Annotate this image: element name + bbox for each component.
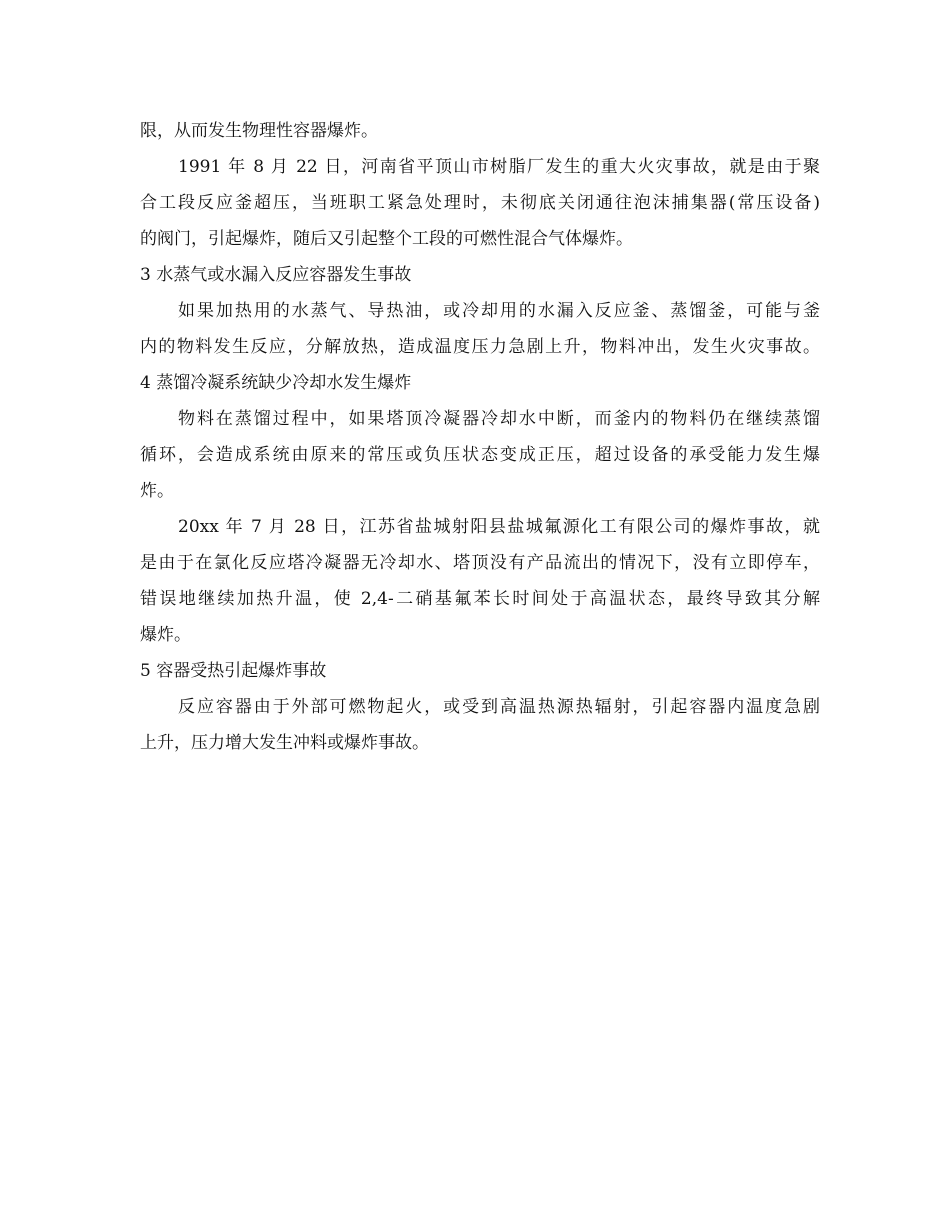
paragraph-line: 限，从而发生物理性容器爆炸。 [140, 121, 378, 141]
paragraph-line: 如果加热用的水蒸气、导热油，或冷却用的水漏入反应釜、蒸馏釜，可能与釜 [178, 301, 820, 321]
section-heading: 4 蒸馏冷凝系统缺少冷却水发生爆炸 [140, 373, 412, 393]
paragraph-line: 内的物料发生反应，分解放热，造成温度压力急剧上升，物料冲出，发生火灾事故。 [140, 337, 820, 357]
section-heading: 5 容器受热引起爆炸事故 [140, 661, 327, 681]
document-page [140, 113, 820, 761]
paragraph-line: 循环，会造成系统由原来的常压或负压状态变成正压，超过设备的承受能力发生爆 [140, 445, 820, 465]
paragraph-line: 错误地继续加热升温，使 2,4-二硝基氟苯长时间处于高温状态，最终导致其分解 [140, 589, 820, 609]
paragraph-line: 反应容器由于外部可燃物起火，或受到高温热源热辐射，引起容器内温度急剧 [178, 697, 820, 717]
paragraph-line: 是由于在氯化反应塔冷凝器无冷却水、塔顶没有产品流出的情况下，没有立即停车， [140, 553, 820, 573]
paragraph-line: 1991 年 8 月 22 日，河南省平顶山市树脂厂发生的重大火灾事故，就是由于聚 [178, 157, 820, 177]
paragraph-line: 上升，压力增大发生冲料或爆炸事故。 [140, 733, 429, 753]
paragraph-line: 20xx 年 7 月 28 日，江苏省盐城射阳县盐城氟源化工有限公司的爆炸事故，就 [178, 517, 820, 537]
paragraph-line: 合工段反应釜超压，当班职工紧急处理时，未彻底关闭通往泡沫捕集器(常压设备) [140, 193, 820, 213]
paragraph-line: 炸。 [140, 481, 174, 501]
paragraph-line: 爆炸。 [140, 625, 191, 645]
paragraph-line: 的阀门，引起爆炸，随后又引起整个工段的可燃性混合气体爆炸。 [140, 229, 633, 249]
section-heading: 3 水蒸气或水漏入反应容器发生事故 [140, 265, 412, 285]
paragraph-line: 物料在蒸馏过程中，如果塔顶冷凝器冷却水中断，而釜内的物料仍在继续蒸馏 [178, 409, 820, 429]
